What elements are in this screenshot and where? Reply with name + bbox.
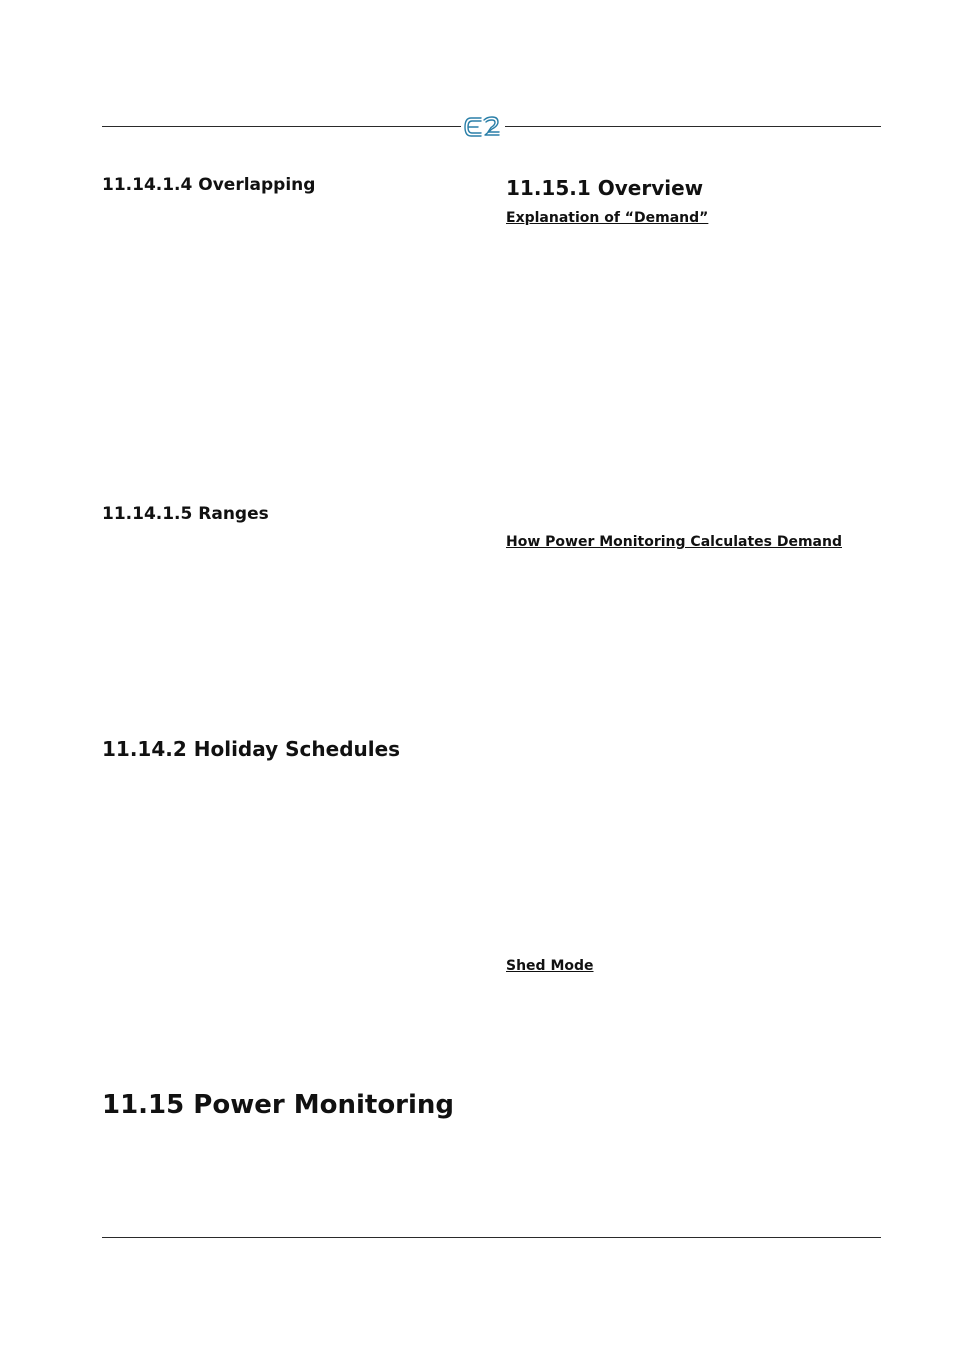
- heading-ranges: 11.14.1.5 Ranges: [102, 504, 269, 524]
- footer-rule: [102, 1237, 881, 1238]
- heading-holiday-schedules: 11.14.2 Holiday Schedules: [102, 737, 401, 761]
- heading-overlapping: 11.14.1.4 Overlapping: [102, 175, 316, 195]
- e2-logo-icon: [461, 114, 505, 140]
- subheading-how-calculates-demand: How Power Monitoring Calculates Demand: [506, 534, 842, 550]
- heading-power-monitoring: 11.15 Power Monitoring: [102, 1090, 455, 1120]
- subheading-explanation-demand: Explanation of “Demand”: [506, 210, 709, 226]
- heading-overview: 11.15.1 Overview: [506, 176, 704, 200]
- subheading-shed-mode: Shed Mode: [506, 958, 594, 974]
